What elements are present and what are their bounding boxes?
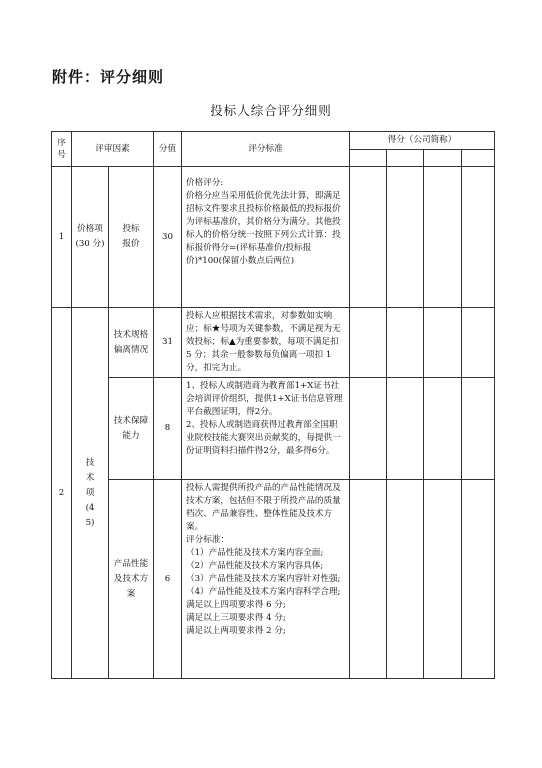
header-no: 序号 [52,132,72,167]
row2-factor: 技术规格偏离情况 [109,308,154,378]
scoring-table [51,131,495,679]
row1-factor: 投标 报价 [109,167,154,308]
attachment-heading: 附件：评分细则 [52,68,165,86]
row4-factor: 产品性能及技术方案 [109,480,154,679]
row1-result-1 [350,167,387,308]
row4-result-3 [424,480,462,679]
row3-result-3 [424,378,462,480]
row4-score: 6 [154,480,182,679]
row4-result-2 [387,480,424,679]
row3-standard: 1、投标人或制造商为教育部1+X证书社会培训评价组织，提供1+X证书信息管理平台截图证明，得2分。 2、投标人或制造商获得过教育部全国职业院校技能大赛突出贡献奖的，每提供一份证明资料扫描件得2分，最多得6分。 [182,378,350,480]
row1-standard: 价格评分: 价格分应当采用低价优先法计算，即满足招标文件要求且投标价格最低的投标报价为评标基准价，其价格分为满分。其他投标人的价格分统一按照下列公式计算：投标报价得分=(评标基准价/投标报价)*100(保留小数点后两位) [182,167,350,308]
row3-factor: 技术保障能力 [109,378,154,480]
row1-result-4 [462,167,495,308]
header-factor: 评审因素 [72,132,154,167]
header-result: 得分（公司简称） [350,132,495,150]
result-col-2 [387,150,424,167]
table-title: 投标人综合评分细则 [210,103,332,118]
row1-no: 1 [52,167,72,308]
row-tech-support [52,378,495,480]
row2-result-2 [387,308,424,378]
header-row [52,132,495,150]
row-price [52,167,495,308]
header-score: 分值 [154,132,182,167]
row2-result-3 [424,308,462,378]
row4-standard: 投标人需提供所投产品的产品性能情况及技术方案，包括但不限于所投产品的质量档次、产品兼容性、整体性能及技术方案。 评分标准： （1）产品性能及技术方案内容全面; （2）产品性能及技术方案内容具体; （3）产品性能及技术方案内容针对性强; （4）产品性能及技术方案内容科学合理; 满足以上四项要求得 6 分; 满足以上三项要求得 4 分; 满足以上两项要求得 2 分; [182,480,350,679]
result-col-3 [424,150,462,167]
row2-result-1 [350,308,387,378]
row-tech-deviation [52,308,495,378]
result-col-1 [350,150,387,167]
row4-result-1 [350,480,387,679]
row1-group: 价格项 (30 分) [72,167,109,308]
row2-result-4 [462,308,495,378]
row-product-performance [52,480,495,679]
row2-standard: 投标人应根据技术需求，对参数如实响应；标★号项为关键参数，不满足视为无效投标；标▲为重要参数，每项不满足扣 5 分；其余一般参数每负偏离一项扣 1 分，扣完为止。 [182,308,350,378]
row4-result-4 [462,480,495,679]
row3-result-2 [387,378,424,480]
row1-score: 30 [154,167,182,308]
row2-score: 31 [154,308,182,378]
row2-no: 2 [52,308,72,679]
row3-result-1 [350,378,387,480]
row2-group: 技术项 (45) [72,308,109,679]
result-col-4 [462,150,495,167]
row1-result-2 [387,167,424,308]
header-standard: 评分标准 [182,132,350,167]
row3-result-4 [462,378,495,480]
row1-result-3 [424,167,462,308]
row3-score: 8 [154,378,182,480]
